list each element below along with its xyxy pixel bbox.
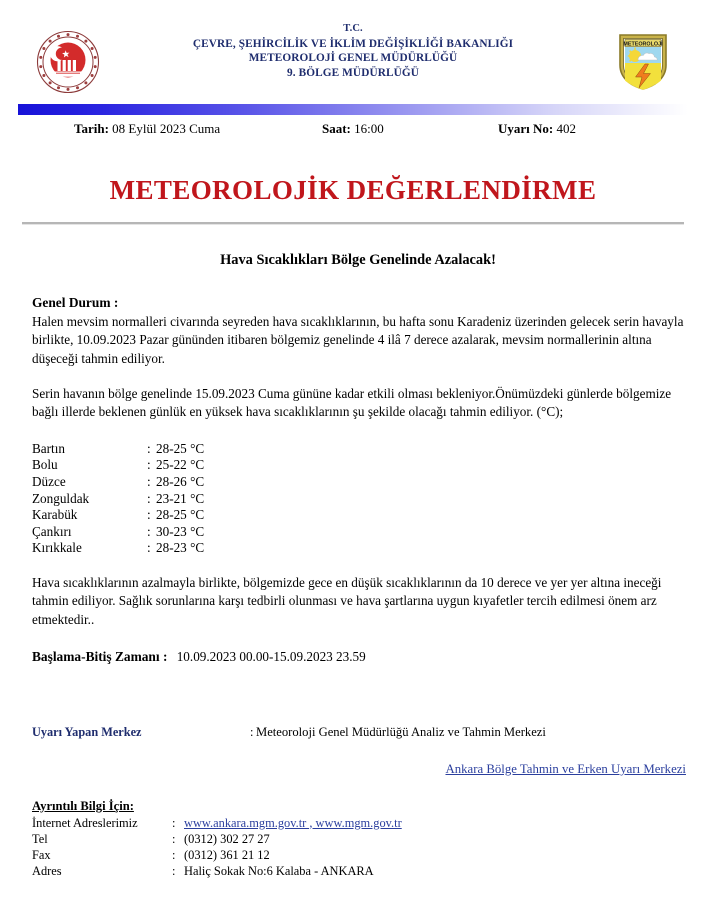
time-cell [322, 121, 498, 137]
contact-row-tel [32, 831, 688, 847]
issuing-center-label: Uyarı Yapan Merkez [32, 724, 142, 739]
date-value: 08 Eylül 2023 Cuma [112, 121, 221, 136]
date-label: Tarih: [74, 121, 109, 136]
org-line-ministry: ÇEVRE, ŞEHİRCİLİK VE İKLİM DEĞİŞİKLİĞİ BAKANLIĞI [192, 37, 514, 50]
issuing-center-value: Meteoroloji Genel Müdürlüğü Analiz ve Tahmin Merkezi [256, 724, 546, 739]
contact-value[interactable] [184, 815, 402, 831]
city-temperature: 28-25 °C [156, 440, 205, 456]
title-divider [22, 222, 684, 225]
paragraph-forecast-period: Serin havanın bölge genelinde 15.09.2023 Cuma gününe kadar etkili olması bekleniyor.Önümüzdeki günlerde bölgemize bağlı illerde beklenen günlük en yüksek hava sıcaklıklarının şu şekilde olacağı tahmin ediliyor. (°C); [32, 386, 672, 420]
org-line-directorate: METEOROLOJİ GENEL MÜDÜRLÜĞÜ [248, 52, 458, 65]
city-temperature: 25-22 °C [156, 457, 205, 473]
issuing-center-row [32, 725, 688, 740]
contact-colon: : [172, 815, 176, 830]
start-end-label: Başlama-Bitiş Zamanı : [32, 649, 168, 665]
document-subtitle: Hava Sıcaklıkları Bölge Genelinde Azalacak! [220, 252, 496, 268]
city-separator: : [147, 440, 151, 456]
contact-label: Tel [32, 831, 48, 846]
document-header [0, 0, 706, 100]
contact-list [32, 815, 688, 880]
city-name: Düzce [32, 474, 66, 490]
city-name: Zonguldak [32, 490, 90, 506]
city-separator: : [147, 507, 151, 523]
city-temperature: 28-23 °C [156, 540, 205, 556]
time-value: 16:00 [354, 121, 384, 136]
paragraph-advisory: Hava sıcaklıklarının azalmayla birlikte, bölgemizde gece en düşük sıcaklıklarının da 10 derece ve yer yer altına ineceği tahmin ediliyor. Sağlık sorunlarına karşı tedbirli olunması ve hava şartlarına uygun kıyafetler tercih edilmesi önem arz etmektedir.. [32, 575, 662, 627]
temperature-row [32, 540, 684, 557]
contact-label: Fax [32, 848, 51, 863]
page-title: METEOROLOJİK DEĞERLENDİRME [109, 175, 597, 205]
city-separator: : [147, 474, 151, 490]
contact-row-address [32, 863, 688, 879]
time-label: Saat: [322, 121, 351, 136]
city-temperature: 30-23 °C [156, 523, 205, 539]
contact-label: Adres [32, 864, 62, 879]
contact-colon: : [172, 864, 176, 879]
city-name: Kırıkkale [32, 540, 82, 556]
paragraph-general-situation: Halen mevsim normalleri civarında seyreden hava sıcaklıklarının, bu hafta sonu Karadeniz üzerinden gelecek serin havayla birlikte, 10.09.2023 Pazar gününden itibaren bölgemiz genelinde 4 ilâ 7 derece azalarak, mevsim normallerinin altına düşeceği tahmin ediliyor. [32, 313, 684, 366]
city-name: Çankırı [32, 523, 72, 539]
contact-colon: : [172, 848, 176, 863]
city-temperature: 28-25 °C [156, 507, 205, 523]
city-separator: : [147, 523, 151, 539]
start-end-time-row [32, 648, 684, 666]
meta-row [0, 121, 706, 137]
contact-value: (0312) 361 21 12 [184, 848, 270, 863]
city-temperature: 23-21 °C [156, 490, 205, 506]
contact-label: İnternet Adreslerimiz [32, 815, 138, 830]
document-body [0, 251, 706, 667]
svg-text:METEOROLOJİ: METEOROLOJİ [623, 41, 663, 48]
website-link[interactable]: www.ankara.mgm.gov.tr , www.mgm.gov.tr [184, 815, 402, 830]
city-separator: : [147, 540, 151, 556]
start-end-value: 10.09.2023 00.00-15.09.2023 23.59 [176, 649, 366, 665]
meteoroloji-shield-icon [618, 33, 668, 91]
contact-value: Haliç Sokak No:6 Kalaba - ANKARA [184, 864, 374, 879]
issuing-center-colon: : [250, 724, 254, 739]
city-separator: : [147, 490, 151, 506]
date-cell [74, 121, 322, 137]
temperature-row [32, 474, 684, 491]
org-line-tc: T.C. [343, 23, 363, 34]
city-temperature: 28-26 °C [156, 474, 205, 490]
warning-number-cell [498, 121, 662, 137]
ministry-emblem-icon [36, 30, 100, 94]
contact-row-internet [32, 815, 688, 831]
contact-colon: : [172, 831, 176, 846]
regional-center-row [32, 762, 688, 777]
city-separator: : [147, 457, 151, 473]
regional-center-link[interactable]: Ankara Bölge Tahmin ve Erken Uyarı Merkezi [445, 761, 686, 776]
contact-row-fax [32, 847, 688, 863]
temperature-row [32, 491, 684, 508]
city-name: Bartın [32, 440, 65, 456]
header-gradient-bar [18, 104, 688, 115]
temperature-row [32, 441, 684, 458]
warning-number-label: Uyarı No: [498, 121, 554, 136]
document-footer [0, 725, 706, 880]
temperature-row [32, 524, 684, 541]
organisation-title [0, 22, 706, 80]
city-name: Karabük [32, 507, 78, 523]
city-name: Bolu [32, 457, 58, 473]
warning-number-value: 402 [556, 121, 576, 136]
details-heading: Ayrıntılı Bilgi İçin: [32, 798, 134, 813]
general-situation-label: Genel Durum : [32, 295, 119, 311]
city-temperature-list [32, 441, 684, 557]
temperature-row [32, 457, 684, 474]
temperature-row [32, 507, 684, 524]
org-line-region: 9. BÖLGE MÜDÜRLÜĞÜ [286, 66, 420, 79]
contact-value: (0312) 302 27 27 [184, 831, 270, 846]
